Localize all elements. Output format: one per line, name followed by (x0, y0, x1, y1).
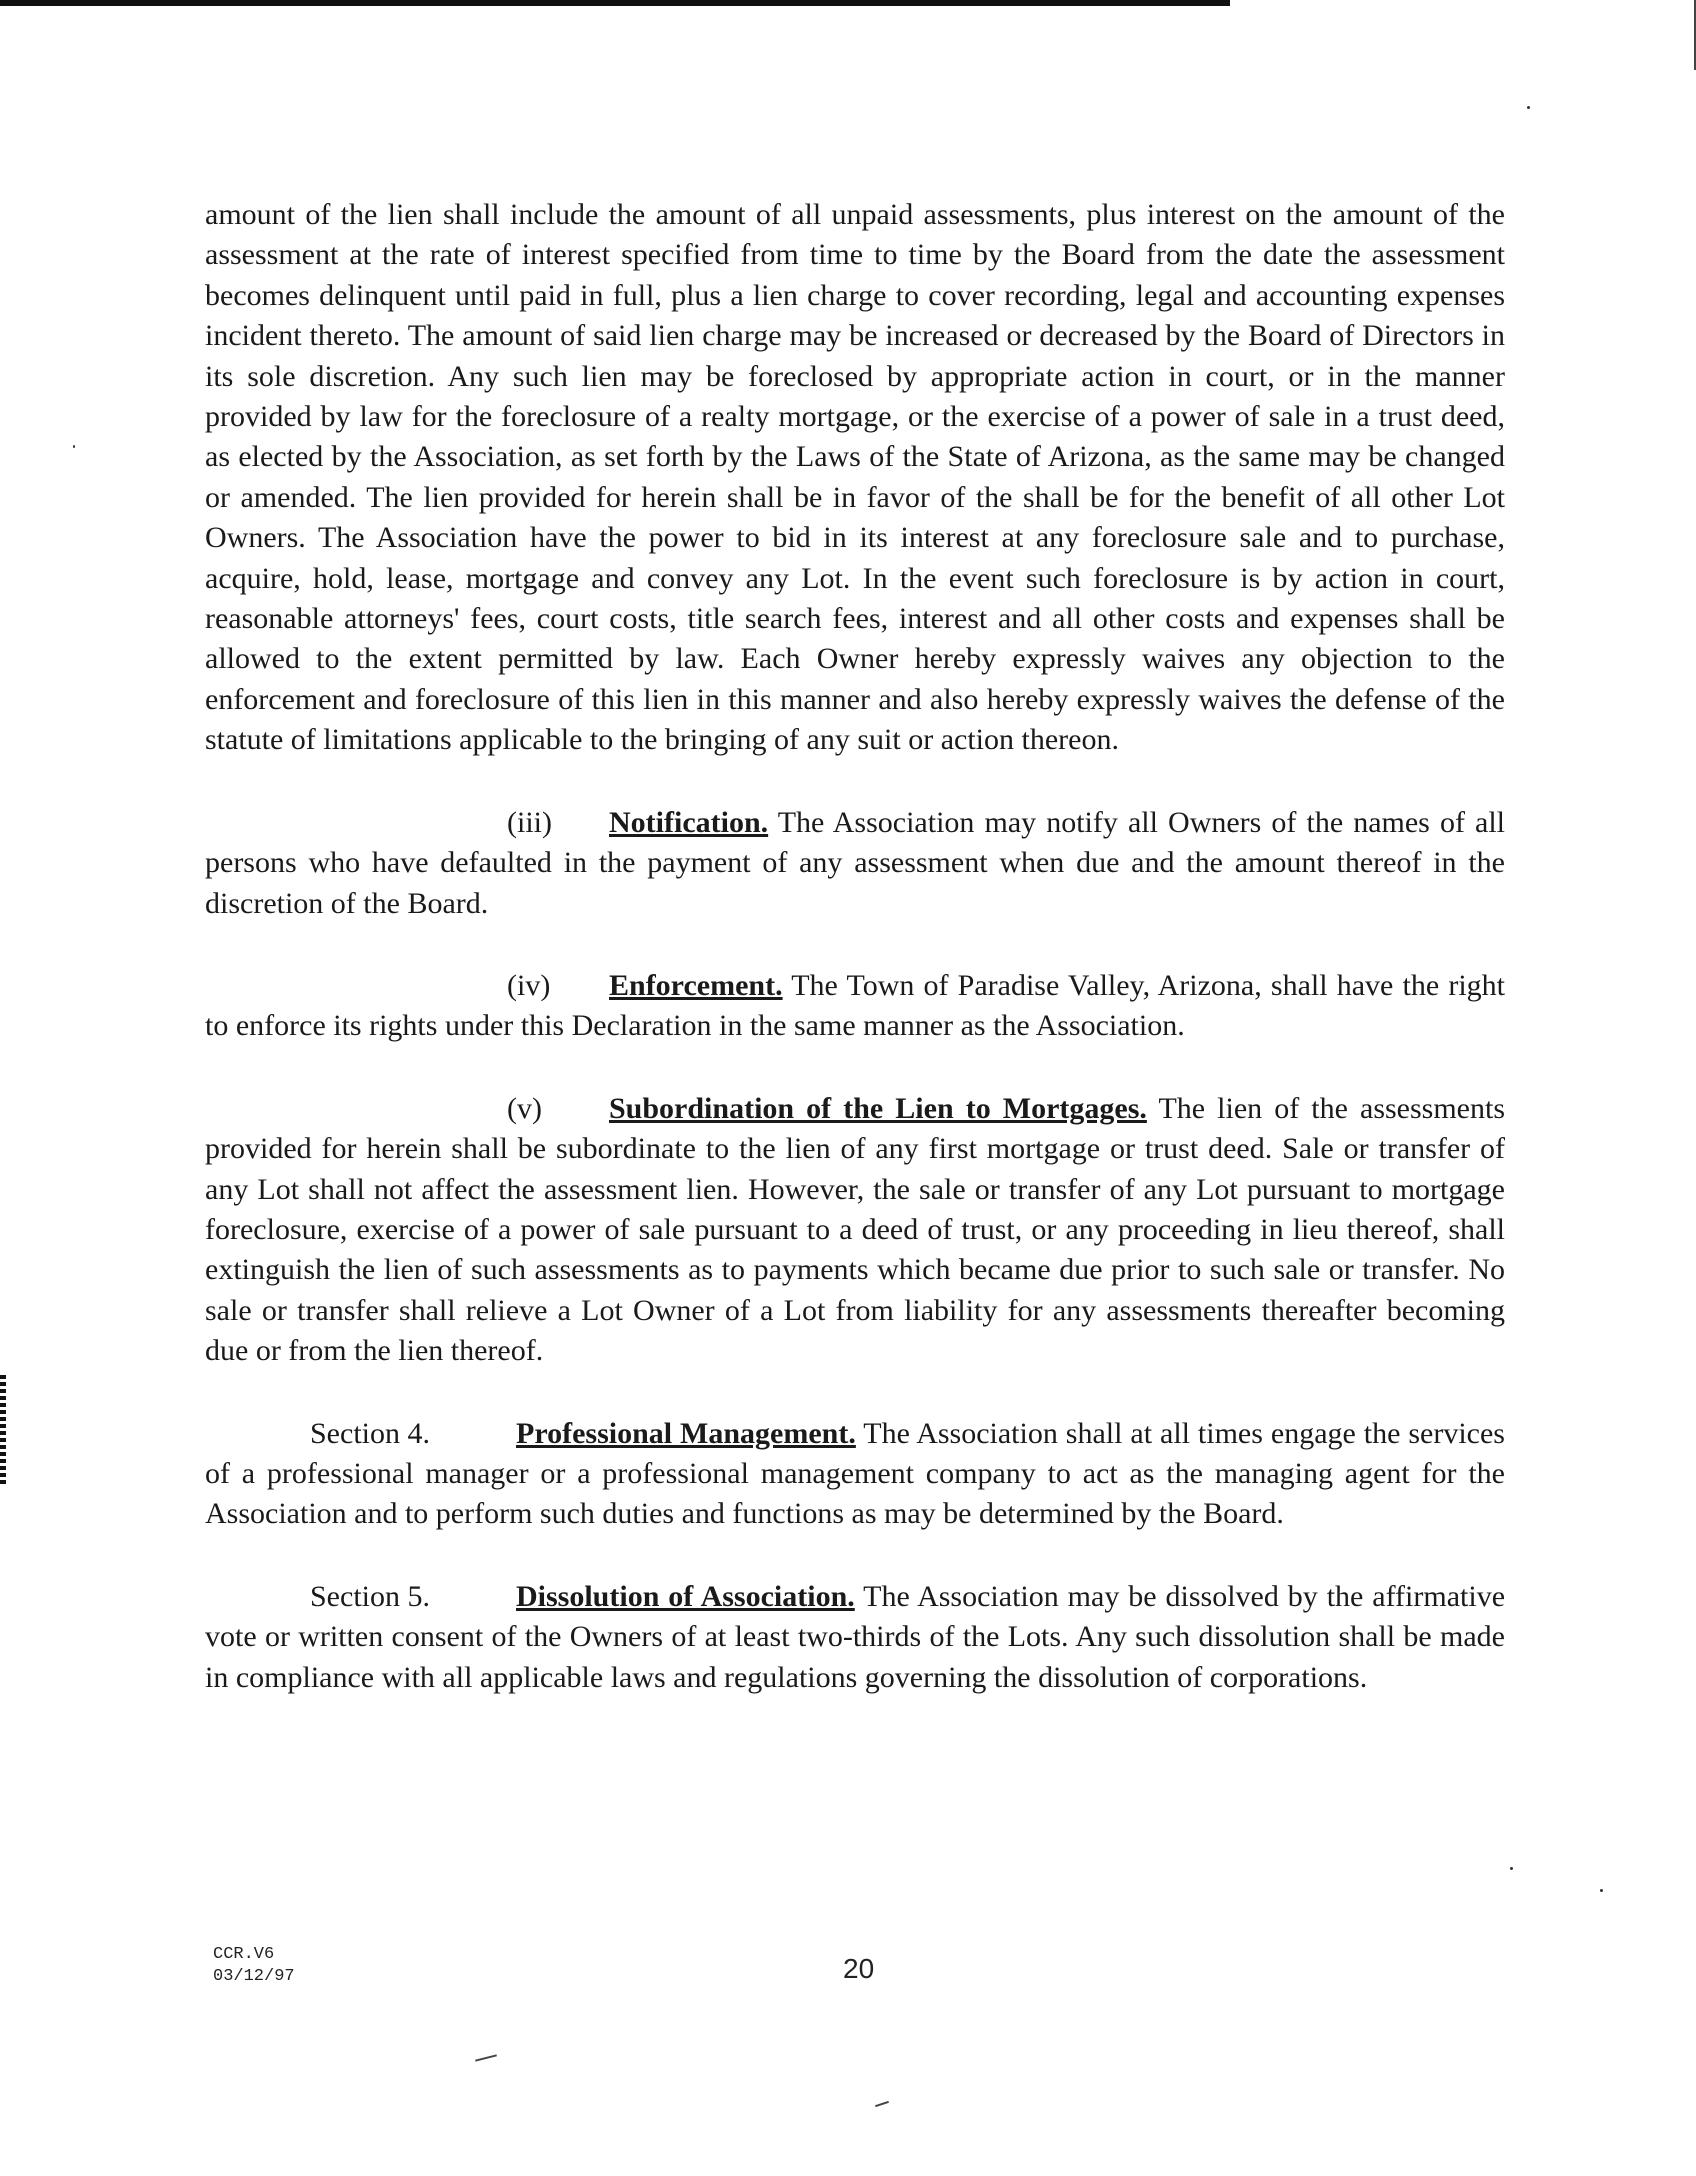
section-text: The Association may be dissolved by the affirmative vote or written consent of the Owners of at least two-thirds of the Lots. Any such dissolution shall be made in compliance with all applicable laws and regulations governing the dissolution of corporations. (205, 1579, 1506, 1694)
document-page (205, 195, 1505, 1698)
subsection-number: (iii) (507, 805, 552, 839)
subsection-number: (v) (507, 1091, 542, 1125)
section-text: The Association shall at all times engage the services of a professional manager or a professional management company to act as the managing agent for the Association and to perform such duties and functions as may be determined by the Board. (205, 1416, 1505, 1531)
lien-paragraph (205, 195, 1505, 761)
subsection-text: The Association may notify all Owners of the names of all persons who have defaulted in the payment of any assessment when due and the amount thereof in the discretion of the Board. (205, 805, 1505, 920)
section-5 (205, 1577, 1505, 1698)
subsection-heading: Subordination of the Lien to Mortgages. (609, 1091, 1147, 1125)
subsection-heading: Notification. (609, 805, 769, 839)
paragraph-text: amount of the lien shall include the amount of all unpaid assessments, plus interest on the amount of the assessment at the rate of interest specified from time to time by the Board from the date the assessment becomes delinquent until paid in full, plus a lien charge to cover recording, legal and accounting expenses incident thereto. The amount of said lien charge may be increased or decreased by the Board of Directors in its sole discretion. Any such lien may be foreclosed by appropriate action in court, or in the manner provided by law for the foreclosure of a realty mortgage, or the exercise of a power of sale in a trust deed, as elected by the Association, as set forth by the Laws of the State of Arizona, as the same may be changed or amended. The lien provided for herein shall be in favor of the shall be for the benefit of all other Lot Owners. The Association have the power to bid in its interest at any foreclosure sale and to purchase, acquire, hold, lease, mortgage and convey any Lot. In the event such foreclosure is by action in court, reasonable attorneys' fees, court costs, title search fees, interest and all other costs and expenses shall be allowed to the extent permitted by law. Each Owner hereby expressly waives any objection to the enforcement and foreclosure of this lien in this manner and also hereby expressly waives the defense of the statute of limitations applicable to the bringing of any suit or action thereon. (205, 198, 1505, 757)
scan-speck (1600, 1889, 1603, 1892)
subsection-heading: Enforcement. (609, 968, 783, 1002)
scan-edge-top (0, 0, 1230, 6)
section-4 (205, 1414, 1505, 1535)
page-number: 20 (843, 1953, 875, 1984)
section-heading: Dissolution of Association. (516, 1579, 855, 1613)
subsection-v (205, 1089, 1505, 1372)
subsection-number: (iv) (507, 968, 551, 1002)
scan-stroke (475, 2054, 497, 2061)
scan-speck (73, 445, 75, 448)
scan-speck (1510, 1867, 1513, 1870)
subsection-text: The Town of Paradise Valley, Arizona, shall have the right to enforce its rights under this Declaration in the same manner as the Association. (205, 968, 1505, 1043)
section-number: Section 4. (310, 1416, 430, 1450)
subsection-iv (205, 966, 1505, 1047)
scan-speck (1527, 106, 1530, 109)
footer-doc-code: CCR.V6 (213, 1945, 275, 1964)
scan-stroke (875, 2101, 889, 2107)
footer-doc-date: 03/12/97 (213, 1967, 295, 1986)
section-number: Section 5. (310, 1579, 430, 1613)
scan-edge-left (0, 1375, 6, 1485)
section-heading: Professional Management. (516, 1416, 856, 1450)
subsection-text: The lien of the assessments provided for herein shall be subordinate to the lien of any first mortgage or trust deed. Sale or transfer of any Lot shall not affect the assessment lien. However, the sale or transfer of any Lot pursuant to mortgage foreclosure, exercise of a power of sale pursuant to a deed of trust, or any proceeding in lieu thereof, shall extinguish the lien of such assessments as to payments which became due prior to such sale or transfer. No sale or transfer shall relieve a Lot Owner of a Lot from liability for any assessments thereafter becoming due or from the lien thereof. (205, 1091, 1505, 1368)
footer-doc-info (213, 1944, 295, 1988)
subsection-iii (205, 803, 1505, 924)
